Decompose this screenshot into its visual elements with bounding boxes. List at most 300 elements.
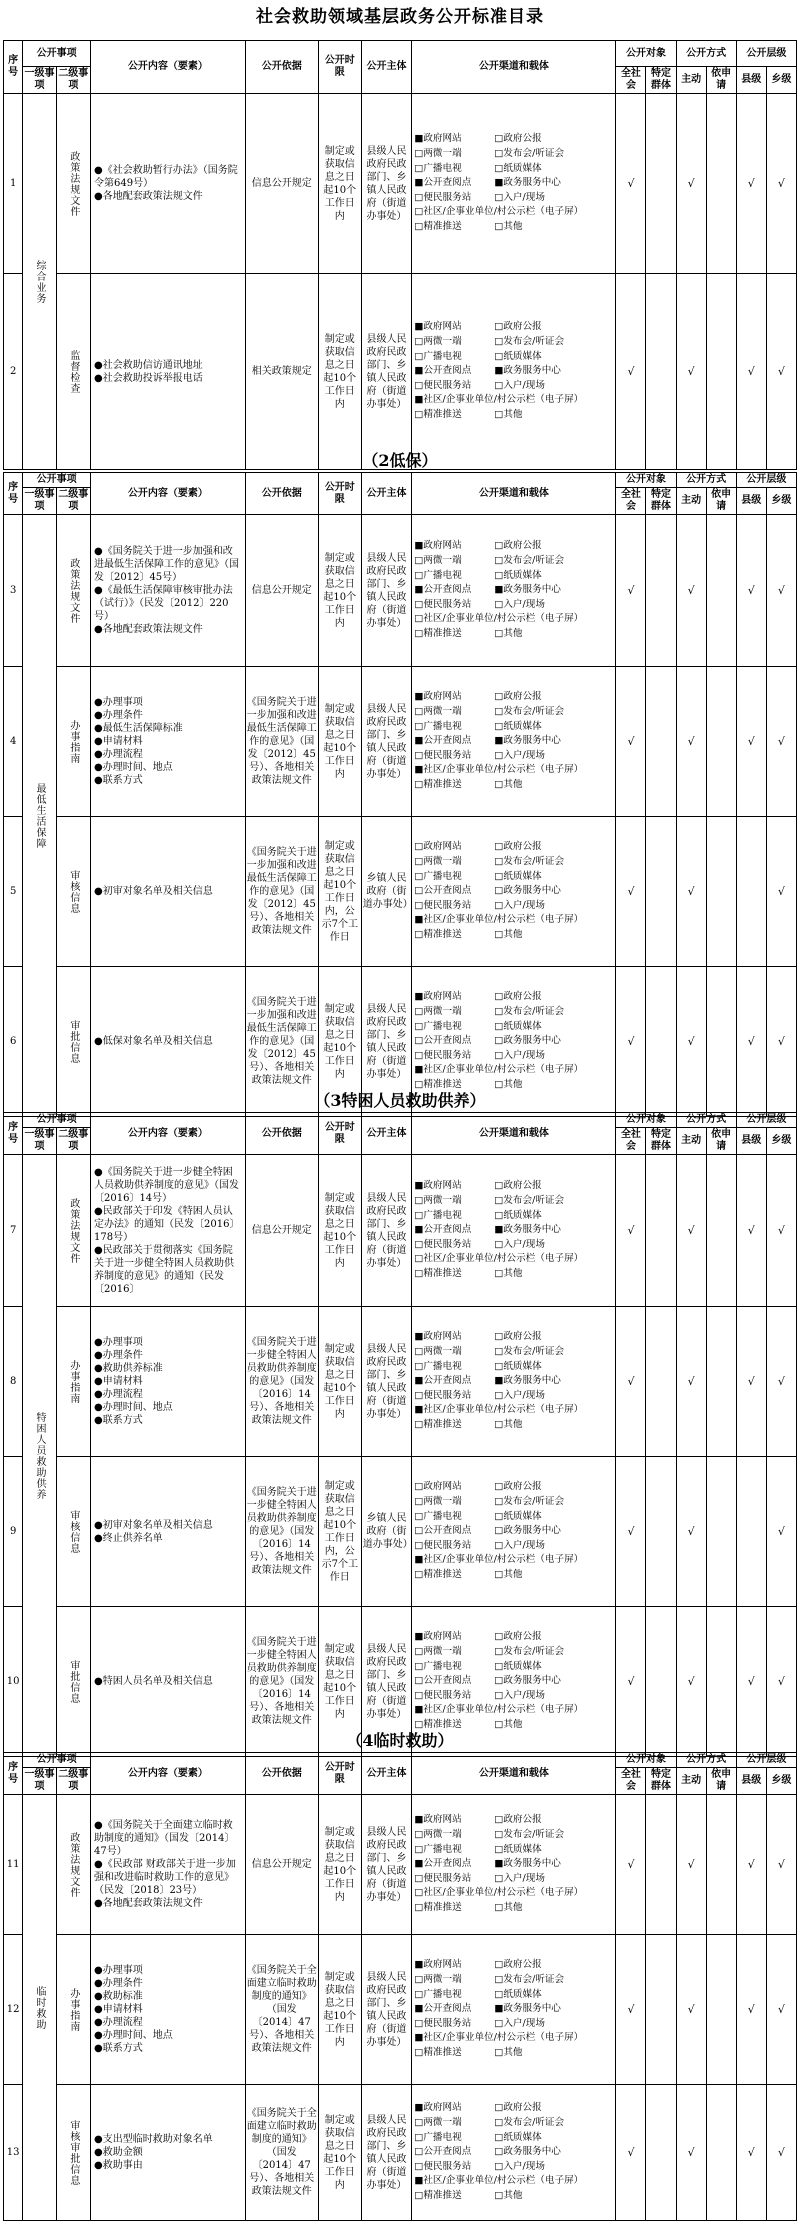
- subject-cell: 县级人民政府民政部门、乡镇人民政府（街道办事处）: [361, 1935, 412, 2085]
- category-label: 最低生活保障: [33, 782, 45, 849]
- sub-item-cell: [56, 1307, 90, 1457]
- channel-item: □广播电视: [414, 350, 462, 362]
- sub-item-label: 政策法规文件: [67, 1831, 79, 1898]
- channel-item: □其他: [494, 1418, 523, 1430]
- content-item: ●社会救助投诉举报电话: [94, 372, 203, 384]
- channel-item: □入户/现场: [494, 1539, 545, 1551]
- channel-item: ■政府网站: [414, 1814, 462, 1826]
- channel-item: ■政务服务中心: [494, 1224, 561, 1236]
- mark-town: √: [766, 1457, 796, 1607]
- mark-town: √: [766, 1935, 796, 2085]
- header-lvl1: 一级事项: [23, 1128, 56, 1155]
- time-cell: 制定或获取信息之日起10个工作日内: [318, 1155, 361, 1307]
- header-lvl1: 一级事项: [23, 488, 56, 515]
- mark-county: √: [736, 667, 766, 817]
- table-row: [4, 2085, 797, 2221]
- mark-on-request: [706, 1935, 736, 2085]
- channel-item: ■公开查阅点: [414, 1375, 472, 1387]
- row-seq: 7: [4, 1155, 23, 1307]
- mark-all-society: √: [616, 1935, 646, 2085]
- channel-item: ■政府网站: [414, 691, 462, 703]
- sub-item-cell: [56, 274, 90, 470]
- time-cell: 制定或获取信息之日起10个工作日内: [318, 2085, 361, 2221]
- row-seq: 8: [4, 1307, 23, 1457]
- content-cell: [91, 667, 246, 817]
- channel-item: □公开查阅点: [414, 885, 472, 897]
- subject-cell: 县级人民政府民政部门、乡镇人民政府（街道办事处）: [361, 94, 412, 274]
- mark-active: √: [676, 1935, 706, 2085]
- channel-cell: [412, 515, 616, 667]
- content-item: ●联系方式: [94, 775, 143, 786]
- basis-cell: 信息公开规定: [245, 94, 318, 274]
- time-cell: 制定或获取信息之日起10个工作日内，公示7个工作日: [318, 817, 361, 967]
- sub-item-cell: [56, 817, 90, 967]
- content-item: ●救助标准: [94, 1991, 143, 2002]
- header-seq: 序号: [4, 1113, 23, 1155]
- content-cell: [91, 515, 246, 667]
- mark-on-request: [706, 94, 736, 274]
- channel-item: □两微一端: [414, 1496, 462, 1508]
- channel-item: ■政府网站: [414, 1631, 462, 1643]
- channel-item: □政务服务中心: [494, 1035, 561, 1047]
- content-item: ●办理流程: [94, 749, 143, 760]
- content-item: ●救助金额: [94, 2147, 143, 2158]
- channel-item: ■政府网站: [414, 1180, 462, 1192]
- content-item: ●《国务院关于进一步健全特困人员救助供养制度的意见》（国发〔2016〕14号）: [94, 1166, 239, 1204]
- channel-item: □两微一端: [414, 1006, 462, 1018]
- channel-item: □便民服务站: [414, 1689, 472, 1701]
- header-target-all: 全社会: [616, 1128, 646, 1155]
- mark-all-society: √: [616, 515, 646, 667]
- channel-item: ■社区/企事业单位/村公示栏（电子屏）: [414, 1404, 584, 1416]
- mark-on-request: [706, 1307, 736, 1457]
- section-title: （4临时救助）: [346, 1731, 454, 1750]
- subject-cell: 县级人民政府民政部门、乡镇人民政府（街道办事处）: [361, 1155, 412, 1307]
- content-item: ●联系方式: [94, 2043, 143, 2054]
- header-target-specific: 特定群体: [646, 1768, 676, 1795]
- row-seq: 4: [4, 667, 23, 817]
- header-channel: 公开渠道和载体: [412, 41, 616, 94]
- header-level-town: 乡级: [766, 67, 796, 94]
- mark-all-society: √: [616, 967, 646, 1117]
- table-row: [4, 1307, 797, 1457]
- mark-specific-group: [646, 1935, 676, 2085]
- channel-item: □两微一端: [414, 1829, 462, 1841]
- mark-county: √: [736, 515, 766, 667]
- header-target: 公开对象: [616, 41, 676, 67]
- sub-item-cell: [56, 2085, 90, 2221]
- time-cell: 制定或获取信息之日起10个工作日内: [318, 967, 361, 1117]
- header-level-county: 县级: [736, 488, 766, 515]
- header-item: 公开事项: [23, 1113, 91, 1128]
- header-row: [4, 473, 797, 488]
- mark-county: √: [736, 967, 766, 1117]
- sub-item-label: 监督检查: [67, 349, 79, 394]
- channel-item: □便民服务站: [414, 2160, 472, 2172]
- content-item: ●低保对象名单及相关信息: [94, 1036, 213, 1047]
- channel-item: □发布会/听证会: [494, 856, 565, 868]
- time-cell: 制定或获取信息之日起10个工作日内: [318, 1307, 361, 1457]
- mark-specific-group: [646, 1457, 676, 1607]
- basis-cell: 《国务院关于全面建立临时救助制度的通知》（国发〔2014〕47号）、各地相关政策法规文件: [245, 2085, 318, 2221]
- content-item: ●办理条件: [94, 710, 143, 721]
- channel-item: □精准推送: [414, 1078, 462, 1090]
- content-item: ●办理事项: [94, 697, 143, 708]
- basis-cell: 《国务院关于进一步加强和改进最低生活保障工作的意见》（国发〔2012〕45号）、各地相关政策法规文件: [245, 817, 318, 967]
- header-target-specific: 特定群体: [646, 1128, 676, 1155]
- channel-item: □纸质媒体: [494, 2131, 542, 2143]
- header-target: 公开对象: [616, 1113, 676, 1128]
- row-seq: 9: [4, 1457, 23, 1607]
- channel-item: □便民服务站: [414, 598, 472, 610]
- content-cell: [91, 817, 246, 967]
- mark-county: √: [736, 1155, 766, 1307]
- content-item: ●办理时间、地点: [94, 762, 173, 773]
- channel-item: □精准推送: [414, 1901, 462, 1913]
- content-item: ●申请材料: [94, 2004, 143, 2015]
- channel-cell: [412, 1795, 616, 1935]
- mark-county: √: [736, 2085, 766, 2221]
- sub-item-label: 办事指南: [67, 1359, 79, 1404]
- catalog-table: [3, 40, 797, 470]
- content-item: ●办理事项: [94, 1337, 143, 1348]
- channel-item: □发布会/听证会: [494, 555, 565, 567]
- content-cell: [91, 1457, 246, 1607]
- channel-item: □其他: [494, 1901, 523, 1913]
- channel-item: □便民服务站: [414, 1872, 472, 1884]
- channel-item: □其他: [494, 2046, 523, 2058]
- channel-item: □精准推送: [414, 1418, 462, 1430]
- content-item: ●社会救助信访通讯地址: [94, 359, 203, 371]
- header-level-town: 乡级: [766, 1128, 796, 1155]
- channel-item: □其他: [494, 627, 523, 639]
- channel-item: □纸质媒体: [494, 162, 542, 174]
- content-item: ●《民政部 财政部关于进一步加强和改进临时救助工作的意见》（民发〔2018〕23号）: [94, 1859, 236, 1896]
- subject-cell: 乡镇人民政府（街道办事处）: [361, 1457, 412, 1607]
- mark-active: √: [676, 1607, 706, 1757]
- channel-item: ■社区/企事业单位/村公示栏（电子屏）: [414, 914, 584, 926]
- header-method-apply: 依申请: [706, 1768, 736, 1795]
- content-cell: [91, 1155, 246, 1307]
- mark-town: √: [766, 1607, 796, 1757]
- mark-on-request: [706, 667, 736, 817]
- content-cell: [91, 94, 246, 274]
- sub-item-label: 办事指南: [67, 719, 79, 764]
- channel-item: □政府公报: [494, 991, 542, 1003]
- channel-item: □广播电视: [414, 1360, 462, 1372]
- channel-item: □政务服务中心: [494, 1675, 561, 1687]
- channel-item: □政府公报: [494, 1331, 542, 1343]
- channel-item: □发布会/听证会: [494, 1346, 565, 1358]
- channel-item: ■社区/企事业单位/村公示栏（电子屏）: [414, 1704, 584, 1716]
- mark-all-society: √: [616, 817, 646, 967]
- channel-item: □两微一端: [414, 856, 462, 868]
- mark-all-society: √: [616, 94, 646, 274]
- channel-item: □入户/现场: [494, 749, 545, 761]
- channel-item: ■公开查阅点: [414, 177, 472, 189]
- header-target-all: 全社会: [616, 488, 646, 515]
- table-row: [4, 817, 797, 967]
- sub-item-label: 政策法规文件: [67, 557, 79, 624]
- channel-item: □精准推送: [414, 627, 462, 639]
- channel-item: □精准推送: [414, 1267, 462, 1279]
- channel-item: □政务服务中心: [494, 1525, 561, 1537]
- channel-item: □纸质媒体: [494, 1209, 542, 1221]
- table-row: [4, 1935, 797, 2085]
- content-item: ●办理时间、地点: [94, 2030, 173, 2041]
- channel-item: ■公开查阅点: [414, 735, 472, 747]
- mark-active: √: [676, 1795, 706, 1935]
- mark-county: √: [736, 1607, 766, 1757]
- row-seq: 3: [4, 515, 23, 667]
- channel-item: □发布会/听证会: [494, 1195, 565, 1207]
- header-lvl1: 一级事项: [23, 67, 56, 94]
- category-label: 临时救助: [33, 1985, 45, 2030]
- mark-active: √: [676, 2085, 706, 2221]
- mark-on-request: [706, 2085, 736, 2221]
- mark-on-request: [706, 274, 736, 470]
- header-level: 公开层级: [736, 1753, 796, 1768]
- channel-item: □纸质媒体: [494, 350, 542, 362]
- channel-item: □纸质媒体: [494, 1360, 542, 1372]
- channel-item: □精准推送: [414, 2046, 462, 2058]
- mark-all-society: √: [616, 274, 646, 470]
- channel-item: □政府公报: [494, 841, 542, 853]
- channel-item: □政府公报: [494, 1631, 542, 1643]
- channel-item: ■社区/企事业单位/村公示栏（电子屏）: [414, 1064, 584, 1076]
- mark-active: √: [676, 967, 706, 1117]
- channel-item: □广播电视: [414, 1209, 462, 1221]
- channel-item: □公开查阅点: [414, 2146, 472, 2158]
- content-item: ●办理时间、地点: [94, 1402, 173, 1413]
- channel-item: ■政府网站: [414, 1331, 462, 1343]
- channel-item: □广播电视: [414, 870, 462, 882]
- channel-item: □发布会/听证会: [494, 1496, 565, 1508]
- channel-item: □政府公报: [494, 1481, 542, 1493]
- header-lvl1: 一级事项: [23, 1768, 56, 1795]
- header-method-apply: 依申请: [706, 488, 736, 515]
- header-subject: 公开主体: [361, 1113, 412, 1155]
- channel-item: □纸质媒体: [494, 1988, 542, 2000]
- header-target: 公开对象: [616, 473, 676, 488]
- channel-item: □其他: [494, 1078, 523, 1090]
- sub-item-cell: [56, 515, 90, 667]
- mark-all-society: √: [616, 1795, 646, 1935]
- category-cell: [23, 1155, 56, 1757]
- header-level: 公开层级: [736, 473, 796, 488]
- header-method: 公开方式: [676, 41, 736, 67]
- mark-town: √: [766, 1307, 796, 1457]
- header-target: 公开对象: [616, 1753, 676, 1768]
- header-target-all: 全社会: [616, 67, 646, 94]
- content-item: ●各地配套政策法规文件: [94, 1898, 203, 1909]
- channel-item: ■社区/企事业单位/村公示栏（电子屏）: [414, 1554, 584, 1566]
- catalog-table: [3, 472, 797, 1117]
- channel-cell: [412, 817, 616, 967]
- row-seq: 13: [4, 2085, 23, 2221]
- mark-all-society: √: [616, 1307, 646, 1457]
- channel-item: □其他: [494, 778, 523, 790]
- mark-all-society: √: [616, 1457, 646, 1607]
- channel-item: □精准推送: [414, 2189, 462, 2201]
- category-label: 特困人员救助供养: [33, 1411, 45, 1500]
- mark-county: √: [736, 1307, 766, 1457]
- mark-county: √: [736, 274, 766, 470]
- content-item: ●终止供养名单: [94, 1532, 163, 1544]
- channel-item: ■政府网站: [414, 1959, 462, 1971]
- channel-item: □入户/现场: [494, 598, 545, 610]
- sub-item-label: 政策法规文件: [67, 1197, 79, 1264]
- channel-grid: [414, 1330, 613, 1432]
- channel-item: □其他: [494, 2189, 523, 2201]
- table-row: [4, 1155, 797, 1307]
- mark-on-request: [706, 1457, 736, 1607]
- channel-item: □入户/现场: [494, 1238, 545, 1250]
- channel-grid: [414, 840, 613, 942]
- basis-cell: 《国务院关于进一步健全特困人员救助供养制度的意见》（国发〔2016〕14号）、各地相关政策法规文件: [245, 1457, 318, 1607]
- channel-item: □入户/现场: [494, 2160, 545, 2172]
- channel-item: □发布会/听证会: [494, 148, 565, 160]
- mark-all-society: √: [616, 1607, 646, 1757]
- mark-town: √: [766, 817, 796, 967]
- subject-cell: 县级人民政府民政部门、乡镇人民政府（街道办事处）: [361, 967, 412, 1117]
- table-row: [4, 94, 797, 274]
- mark-town: √: [766, 94, 796, 274]
- catalog-table: [3, 1752, 797, 2221]
- channel-cell: [412, 2085, 616, 2221]
- channel-item: □纸质媒体: [494, 870, 542, 882]
- mark-town: √: [766, 1795, 796, 1935]
- row-seq: 1: [4, 94, 23, 274]
- mark-specific-group: [646, 1795, 676, 1935]
- channel-item: □广播电视: [414, 1843, 462, 1855]
- channel-item: □其他: [494, 220, 523, 232]
- basis-cell: 《国务院关于进一步加强和改进最低生活保障工作的意见》（国发〔2012〕45号）、各地相关政策法规文件: [245, 967, 318, 1117]
- channel-item: □广播电视: [414, 720, 462, 732]
- subject-cell: 县级人民政府民政部门、乡镇人民政府（街道办事处）: [361, 667, 412, 817]
- channel-item: □社区/企事业单位/村公示栏（电子屏）: [414, 1887, 584, 1899]
- header-method-active: 主动: [676, 67, 706, 94]
- channel-item: □便民服务站: [414, 191, 472, 203]
- content-cell: [91, 1935, 246, 2085]
- channel-item: □精准推送: [414, 778, 462, 790]
- channel-item: □社区/企事业单位/村公示栏（电子屏）: [414, 206, 584, 218]
- subject-cell: 县级人民政府民政部门、乡镇人民政府（街道办事处）: [361, 274, 412, 470]
- channel-item: □便民服务站: [414, 1539, 472, 1551]
- mark-on-request: [706, 515, 736, 667]
- time-cell: 制定或获取信息之日起10个工作日内: [318, 1795, 361, 1935]
- channel-item: □两微一端: [414, 555, 462, 567]
- channel-item: □其他: [494, 1718, 523, 1730]
- header-item: 公开事项: [23, 1753, 91, 1768]
- channel-item: □便民服务站: [414, 749, 472, 761]
- header-time: 公开时限: [318, 1113, 361, 1155]
- sub-item-label: 审批信息: [67, 1019, 79, 1064]
- channel-item: □两微一端: [414, 706, 462, 718]
- header-basis: 公开依据: [245, 41, 318, 94]
- channel-item: ■社区/企事业单位/村公示栏（电子屏）: [414, 764, 584, 776]
- sub-item-cell: [56, 1155, 90, 1307]
- document-title: 社会救助领域基层政务公开标准目录: [256, 7, 544, 27]
- channel-grid: [414, 132, 613, 234]
- channel-cell: [412, 94, 616, 274]
- mark-active: √: [676, 274, 706, 470]
- header-method-active: 主动: [676, 488, 706, 515]
- header-seq: 序号: [4, 1753, 23, 1795]
- mark-county: [736, 817, 766, 967]
- content-item: ●申请材料: [94, 1376, 143, 1387]
- channel-item: □政务服务中心: [494, 2146, 561, 2158]
- content-item: ●办理条件: [94, 1978, 143, 1989]
- mark-specific-group: [646, 94, 676, 274]
- subject-cell: 县级人民政府民政部门、乡镇人民政府（街道办事处）: [361, 1795, 412, 1935]
- basis-cell: 信息公开规定: [245, 515, 318, 667]
- channel-item: □精准推送: [414, 928, 462, 940]
- channel-item: □入户/现场: [494, 1049, 545, 1061]
- channel-item: □政府公报: [494, 1959, 542, 1971]
- sub-item-label: 审核审批信息: [67, 2119, 79, 2186]
- header-time: 公开时限: [318, 473, 361, 515]
- sub-item-cell: [56, 1457, 90, 1607]
- channel-item: □入户/现场: [494, 1689, 545, 1701]
- header-method-apply: 依申请: [706, 1128, 736, 1155]
- header-row: [4, 1113, 797, 1128]
- content-item: ●民政部关于贯彻落实《国务院关于进一步健全特困人员救助供养制度的意见》的通知（民发〔2016〕: [94, 1244, 234, 1295]
- channel-item: □便民服务站: [414, 2017, 472, 2029]
- header-channel: 公开渠道和载体: [412, 1753, 616, 1795]
- basis-cell: 《国务院关于进一步加强和改进最低生活保障工作的意见》（国发〔2012〕45号）、各地相关政策法规文件: [245, 667, 318, 817]
- header-content: 公开内容（要素）: [91, 473, 246, 515]
- mark-county: [736, 1457, 766, 1607]
- channel-item: □入户/现场: [494, 1872, 545, 1884]
- sub-item-cell: [56, 1935, 90, 2085]
- content-item: ●救助供养标准: [94, 1363, 163, 1374]
- content-cell: [91, 2085, 246, 2221]
- content-item: ●救助事由: [94, 2160, 143, 2171]
- header-method: 公开方式: [676, 1113, 736, 1128]
- content-cell: [91, 274, 246, 470]
- channel-item: ■公开查阅点: [414, 1858, 472, 1870]
- header-level: 公开层级: [736, 1113, 796, 1128]
- sub-item-label: 政策法规文件: [67, 150, 79, 217]
- header-lvl2: 二级事项: [56, 488, 90, 515]
- content-item: ●办理流程: [94, 2017, 143, 2028]
- category-label: 综合业务: [33, 259, 45, 304]
- row-seq: 12: [4, 1935, 23, 2085]
- header-lvl2: 二级事项: [56, 1768, 90, 1795]
- header-item: 公开事项: [23, 473, 91, 488]
- header-time: 公开时限: [318, 41, 361, 94]
- channel-item: □两微一端: [414, 2117, 462, 2129]
- channel-item: □社区/企事业单位/村公示栏（电子屏）: [414, 613, 584, 625]
- section-title: （3特困人员救助供养）: [314, 1091, 486, 1110]
- channel-item: □发布会/听证会: [494, 1974, 565, 1986]
- mark-town: √: [766, 2085, 796, 2221]
- header-method-apply: 依申请: [706, 67, 736, 94]
- mark-specific-group: [646, 515, 676, 667]
- header-basis: 公开依据: [245, 1113, 318, 1155]
- channel-item: □发布会/听证会: [494, 2117, 565, 2129]
- channel-item: □发布会/听证会: [494, 336, 565, 348]
- channel-item: □两微一端: [414, 148, 462, 160]
- channel-item: ■政务服务中心: [494, 735, 561, 747]
- mark-active: √: [676, 1307, 706, 1457]
- channel-item: □两微一端: [414, 1646, 462, 1658]
- category-cell: [23, 1795, 56, 2221]
- header-method: 公开方式: [676, 1753, 736, 1768]
- time-cell: 制定或获取信息之日起10个工作日内: [318, 1607, 361, 1757]
- basis-cell: 《国务院关于进一步健全特困人员救助供养制度的意见》（国发〔2016〕14号）、各地相关政策法规文件: [245, 1307, 318, 1457]
